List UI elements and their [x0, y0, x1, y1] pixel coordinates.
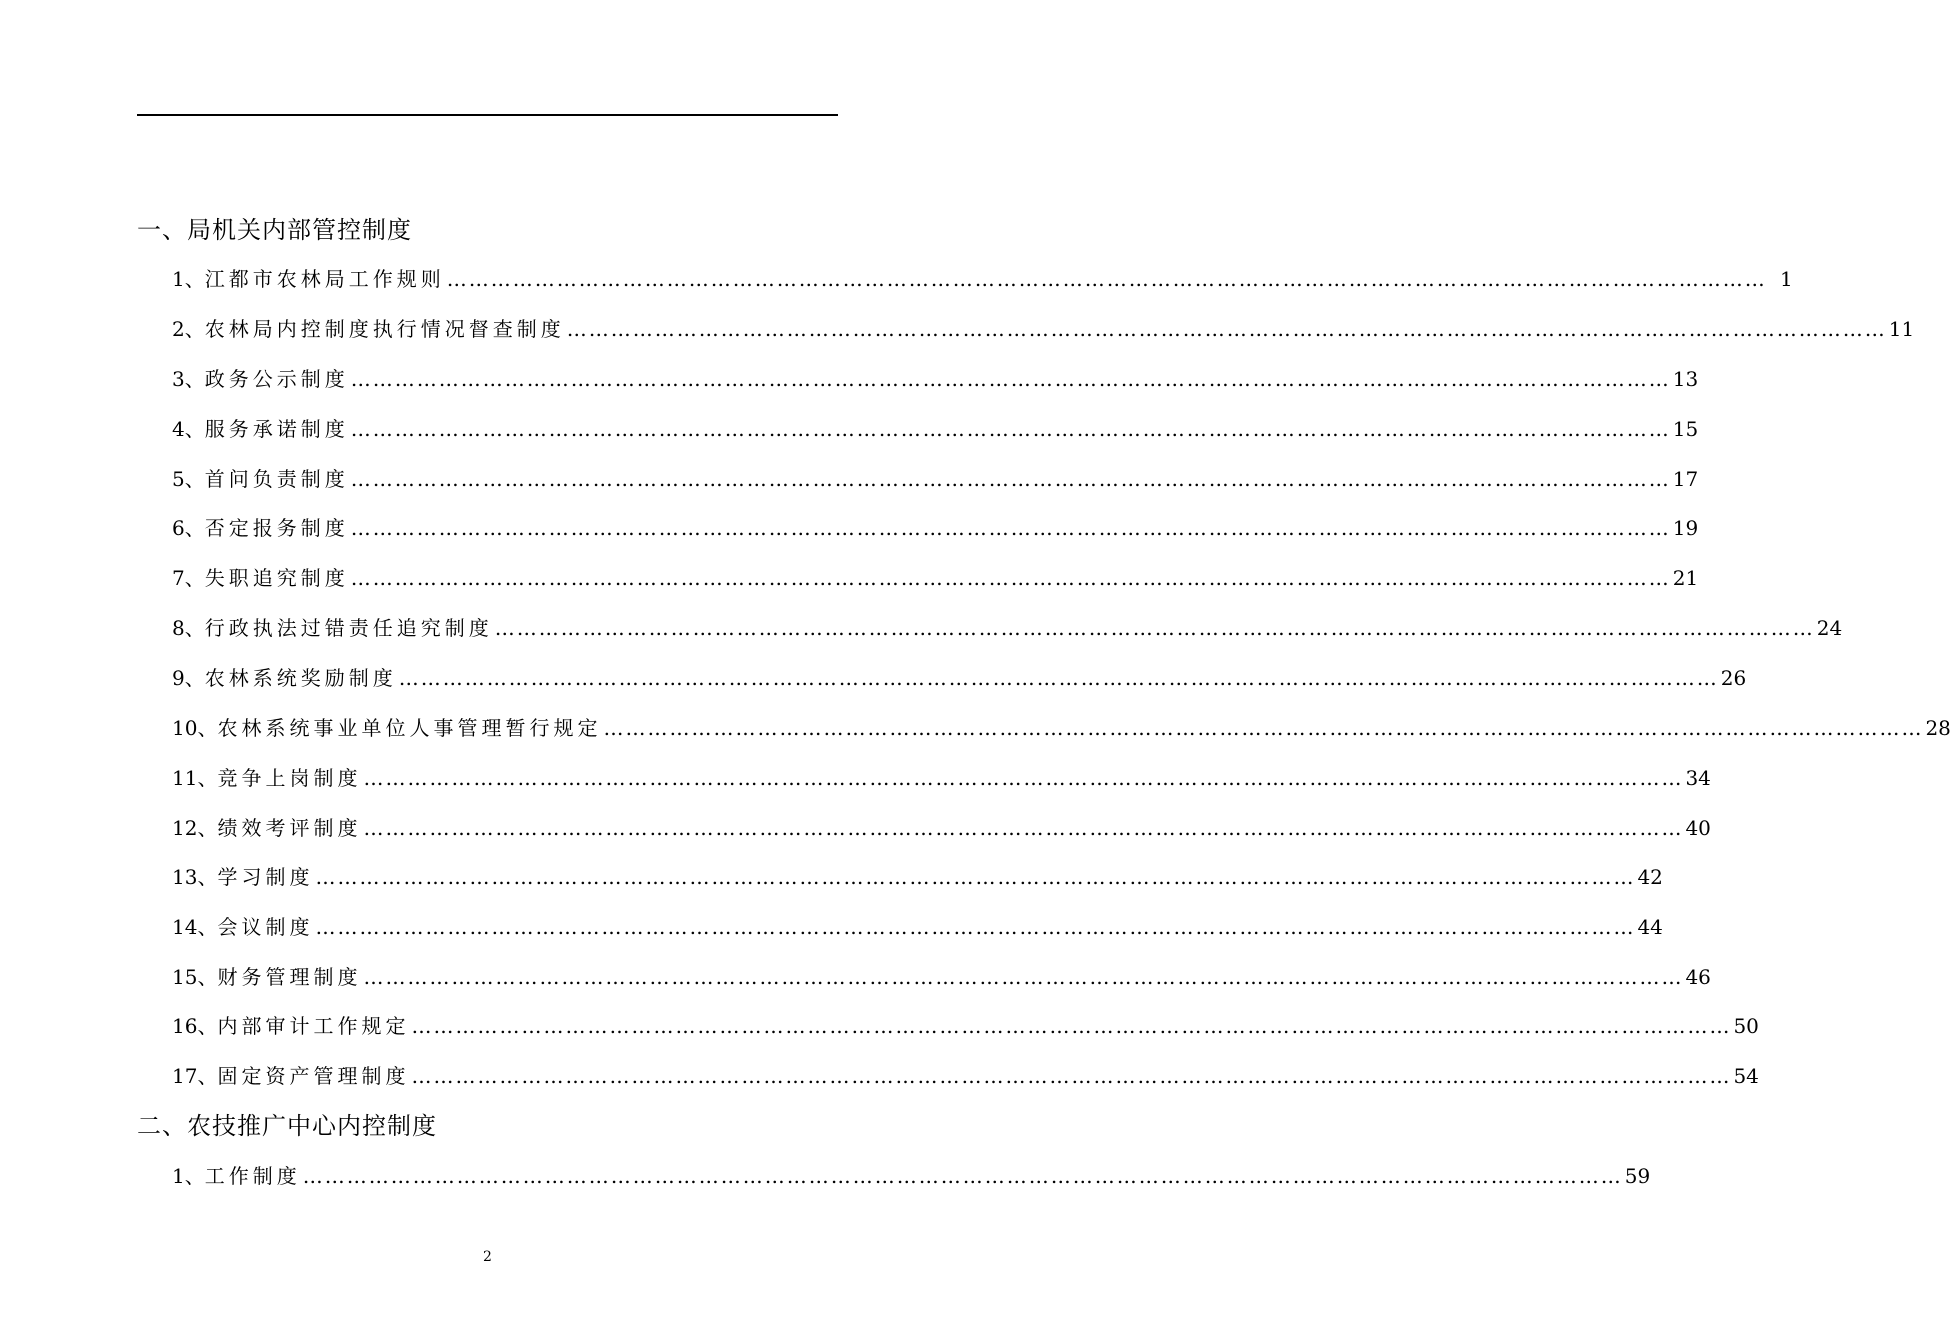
dot-leader: ………………………………………………………………………………………………………………………………………………………………: [363, 766, 1684, 790]
entry-title: 农林系统事业单位人事管理暂行规定: [217, 716, 602, 740]
entry-number: 10、: [172, 716, 218, 740]
dot-leader: ………………………………………………………………………………………………………………………………………………………………: [315, 865, 1636, 889]
toc-entry[interactable]: [172, 813, 1711, 843]
entry-title: 服务承诺制度: [204, 417, 349, 441]
toc-entry[interactable]: [172, 663, 1747, 693]
entry-number: 9、: [172, 666, 205, 690]
entry-page: 44: [1637, 915, 1663, 939]
dot-leader: ………………………………………………………………………………………………………………………………………………………………: [411, 1064, 1732, 1088]
entry-title: 否定报务制度: [204, 516, 349, 540]
entry-number: 7、: [172, 566, 205, 590]
dot-leader: ………………………………………………………………………………………………………………………………………………………………: [363, 816, 1684, 840]
dot-leader: ………………………………………………………………………………………………………………………………………………………………: [446, 267, 1767, 291]
toc-entry[interactable]: [172, 264, 1793, 294]
entry-page: 24: [1816, 616, 1843, 640]
dot-leader: ………………………………………………………………………………………………………………………………………………………………: [411, 1014, 1732, 1038]
entry-title: 绩效考评制度: [217, 816, 362, 840]
toc-entry[interactable]: [172, 862, 1663, 892]
toc-entry[interactable]: [172, 563, 1699, 593]
entry-page: 50: [1733, 1014, 1759, 1038]
entry-title: 内部审计工作规定: [217, 1014, 410, 1038]
entry-title: 财务管理制度: [217, 965, 362, 989]
toc-entry[interactable]: [172, 513, 1699, 543]
entry-title: 政务公示制度: [204, 367, 349, 391]
entry-page: 42: [1637, 865, 1663, 889]
page-number: 2: [483, 1249, 492, 1265]
toc-entry[interactable]: [172, 912, 1663, 942]
entry-title: 失职追究制度: [204, 566, 349, 590]
toc-entry[interactable]: [172, 962, 1711, 992]
section-heading-2: 二、农技推广中心内控制度: [137, 1112, 437, 1140]
entry-page: 46: [1685, 965, 1711, 989]
dot-leader: ………………………………………………………………………………………………………………………………………………………………: [302, 1164, 1623, 1188]
entry-page: 19: [1672, 516, 1699, 540]
entry-page: 17: [1672, 467, 1699, 491]
dot-leader: ………………………………………………………………………………………………………………………………………………………………: [398, 666, 1719, 690]
dot-leader: ………………………………………………………………………………………………………………………………………………………………: [494, 616, 1815, 640]
dot-leader: ………………………………………………………………………………………………………………………………………………………………: [350, 467, 1671, 491]
entry-number: 13、: [172, 865, 218, 889]
entry-number: 6、: [172, 516, 205, 540]
dot-leader: ………………………………………………………………………………………………………………………………………………………………: [566, 317, 1887, 341]
entry-title: 竞争上岗制度: [217, 766, 362, 790]
toc-entry[interactable]: [172, 713, 1951, 743]
entry-title: 会议制度: [217, 915, 314, 939]
entry-title: 固定资产管理制度: [217, 1064, 410, 1088]
entry-number: 1、: [172, 267, 205, 291]
dot-leader: ………………………………………………………………………………………………………………………………………………………………: [350, 566, 1671, 590]
toc-entry[interactable]: [172, 1161, 1651, 1191]
entry-page: 15: [1672, 417, 1699, 441]
entry-title: 首问负责制度: [204, 467, 349, 491]
entry-number: 12、: [172, 816, 218, 840]
dot-leader: ………………………………………………………………………………………………………………………………………………………………: [350, 516, 1671, 540]
toc-entry[interactable]: [172, 314, 1915, 344]
entry-page: 21: [1672, 566, 1699, 590]
entry-number: 5、: [172, 467, 205, 491]
entry-number: 14、: [172, 915, 218, 939]
toc-entry[interactable]: [172, 1011, 1759, 1041]
entry-title: 工作制度: [204, 1164, 301, 1188]
entry-number: 2、: [172, 317, 205, 341]
entry-title: 江都市农林局工作规则: [204, 267, 445, 291]
entry-number: 15、: [172, 965, 218, 989]
entry-page: 34: [1685, 766, 1711, 790]
entry-title: 农林局内控制度执行情况督查制度: [204, 317, 565, 341]
entry-number: 17、: [172, 1064, 218, 1088]
dot-leader: ………………………………………………………………………………………………………………………………………………………………: [603, 716, 1924, 740]
entry-page: 13: [1672, 367, 1699, 391]
toc-entry[interactable]: [172, 1061, 1759, 1091]
entry-page: 1: [1780, 267, 1793, 291]
entry-title: 行政执法过错责任追究制度: [204, 616, 493, 640]
toc-entry[interactable]: [172, 613, 1843, 643]
entry-number: 8、: [172, 616, 205, 640]
toc-entry[interactable]: [172, 763, 1711, 793]
entry-title: 农林系统奖励制度: [204, 666, 397, 690]
section-heading-1: 一、局机关内部管控制度: [137, 216, 412, 244]
toc-entry[interactable]: [172, 464, 1699, 494]
entry-title: 学习制度: [217, 865, 314, 889]
entry-number: 4、: [172, 417, 205, 441]
dot-leader: ………………………………………………………………………………………………………………………………………………………………: [315, 915, 1636, 939]
entry-page: 11: [1888, 317, 1915, 341]
entry-page: 54: [1733, 1064, 1759, 1088]
entry-page: 59: [1624, 1164, 1651, 1188]
header-rule: [137, 114, 838, 116]
toc-entry[interactable]: [172, 414, 1699, 444]
entry-page: 26: [1720, 666, 1747, 690]
entry-page: 40: [1685, 816, 1711, 840]
entry-number: 3、: [172, 367, 205, 391]
entry-number: 1、: [172, 1164, 205, 1188]
dot-leader: ………………………………………………………………………………………………………………………………………………………………: [350, 417, 1671, 441]
toc-entry[interactable]: [172, 364, 1699, 394]
entry-number: 11、: [172, 766, 218, 790]
entry-page: 28: [1925, 716, 1951, 740]
dot-leader: ………………………………………………………………………………………………………………………………………………………………: [363, 965, 1684, 989]
dot-leader: ………………………………………………………………………………………………………………………………………………………………: [350, 367, 1671, 391]
entry-number: 16、: [172, 1014, 218, 1038]
